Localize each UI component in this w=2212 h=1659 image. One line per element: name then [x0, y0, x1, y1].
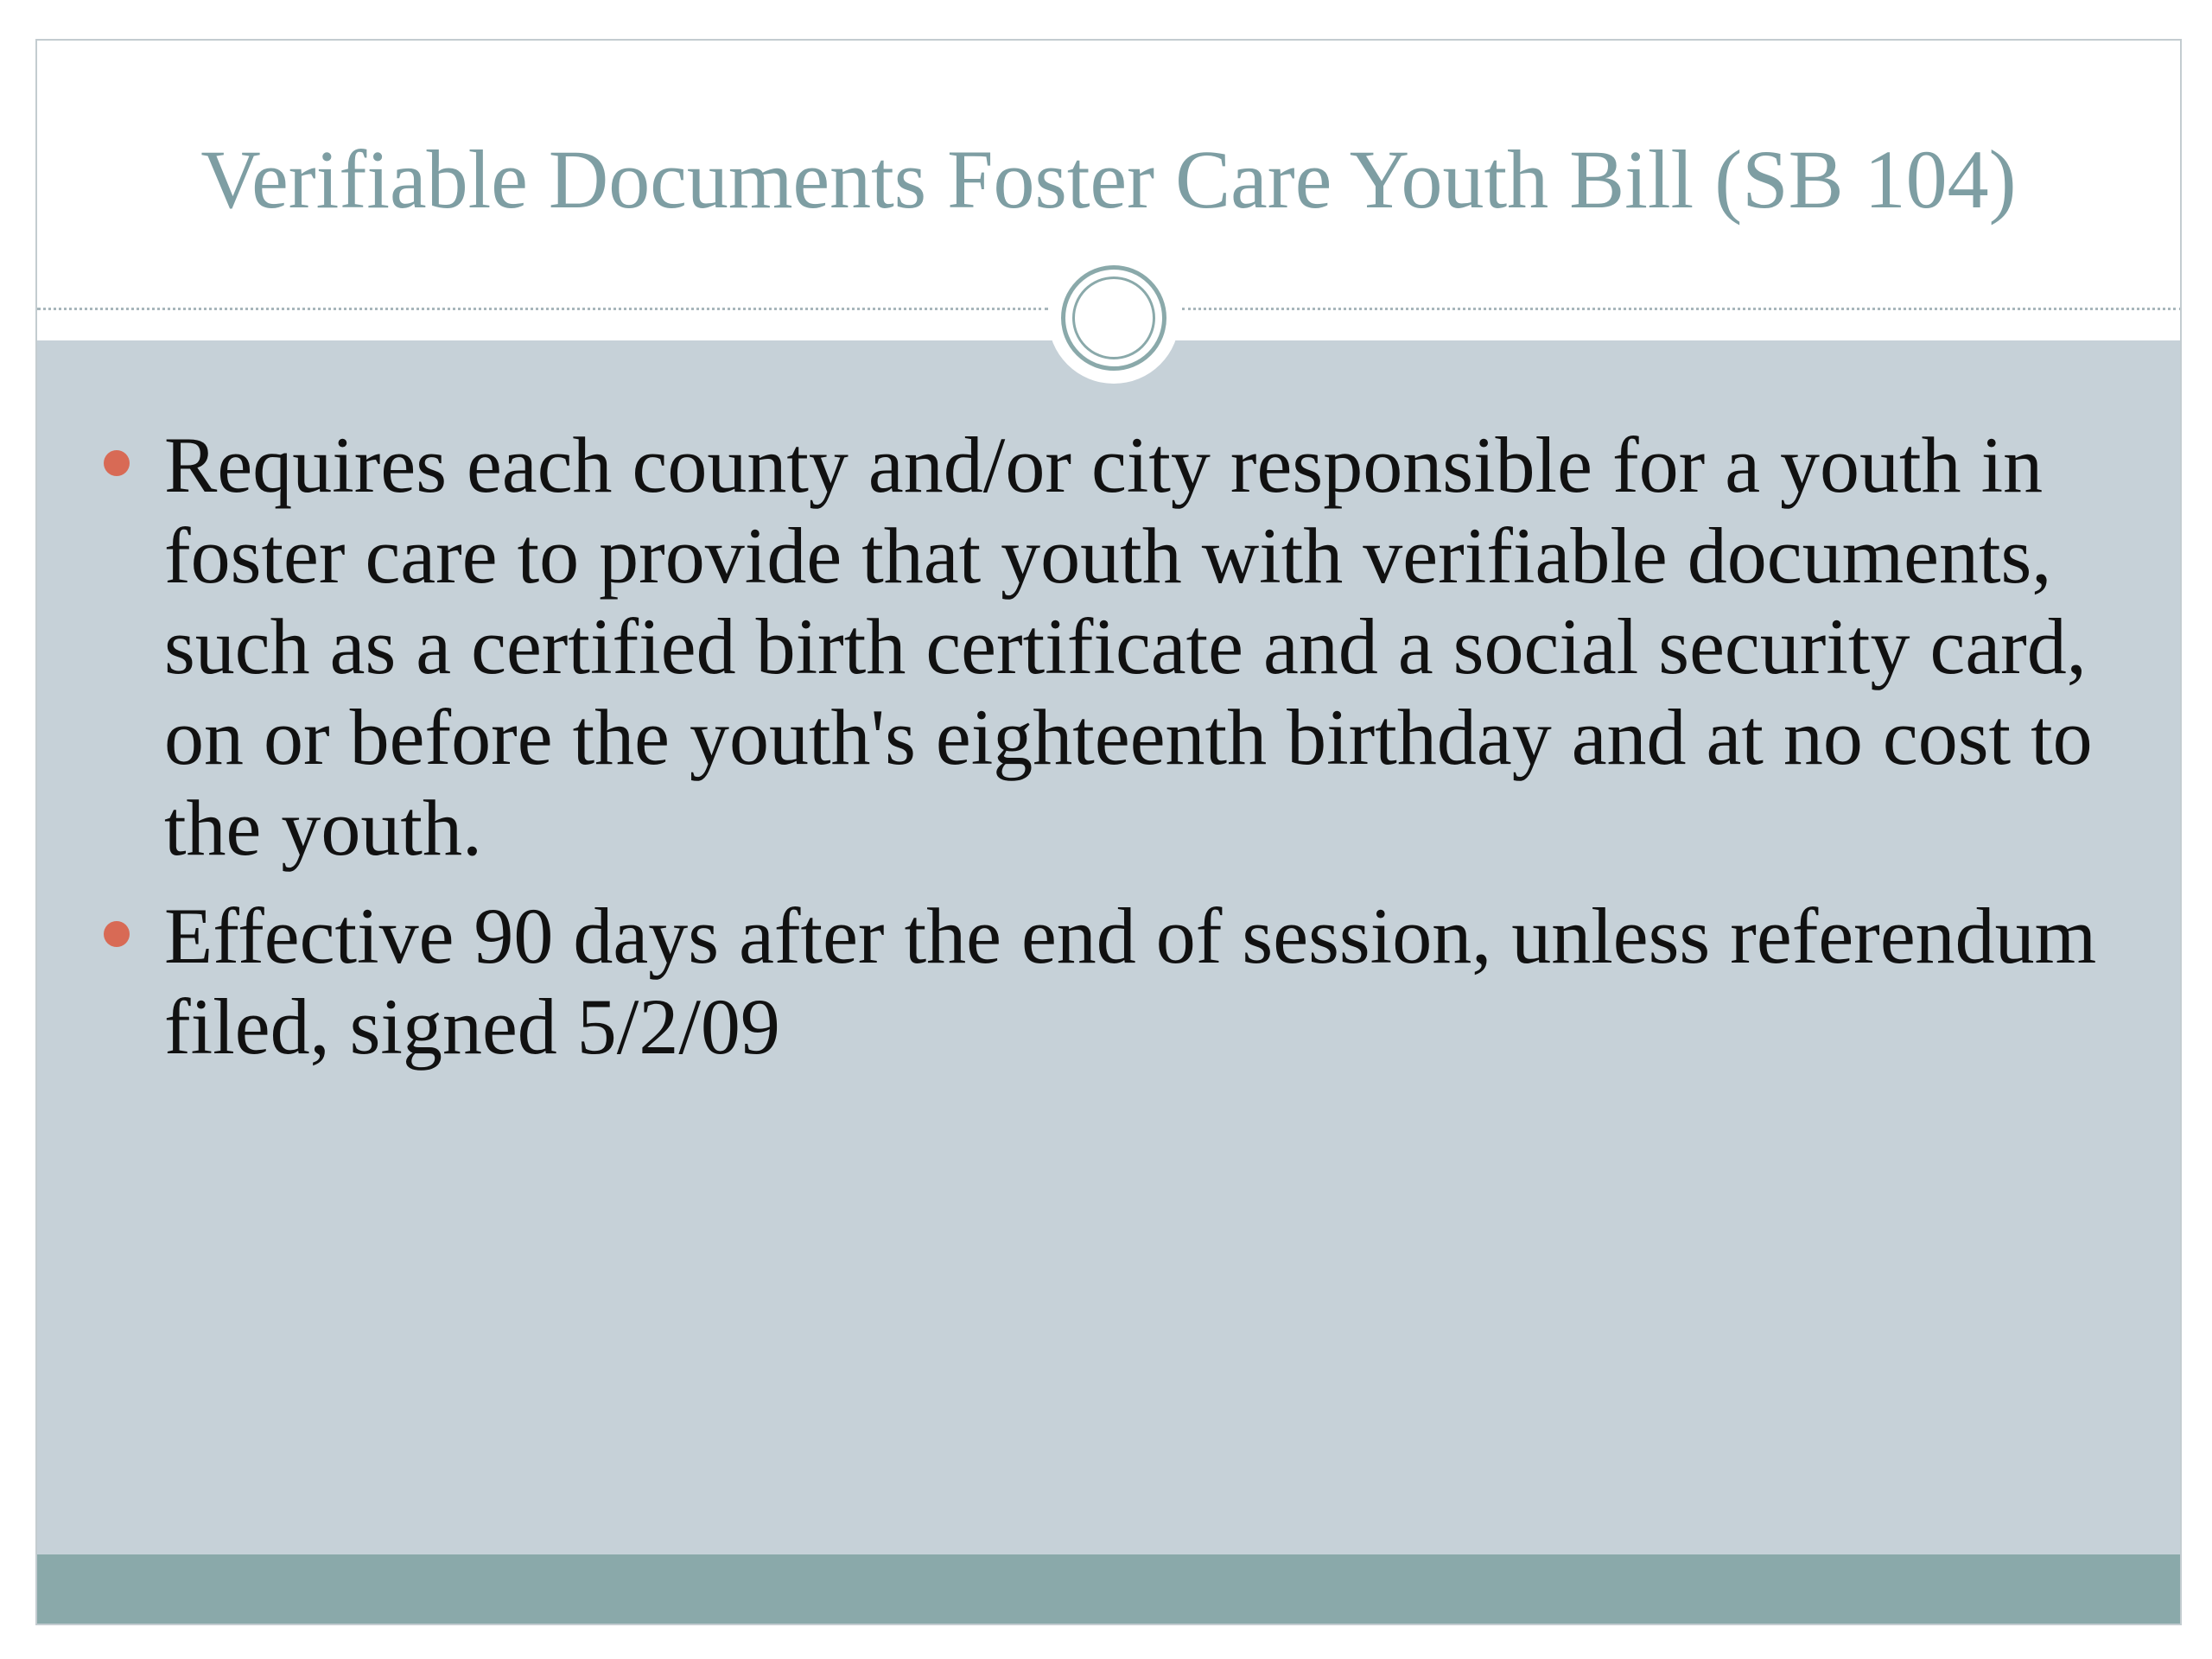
double-circle-icon	[1048, 252, 1179, 384]
bullet-item	[164, 891, 2143, 1072]
bullet-text: Effective 90 days after the end of session, unless referendum filed, signed 5/2/09	[164, 892, 2097, 1071]
circle-inner-ring	[1072, 276, 1155, 359]
slide-title: Verifiable Documents Foster Care Youth Bill (SB 104)	[200, 133, 2017, 226]
circle-outer-ring	[1061, 265, 1166, 371]
bullet-item	[164, 420, 2143, 874]
bullet-dot-icon	[104, 450, 130, 476]
title-divider-left	[37, 308, 1048, 310]
bullet-dot-icon	[104, 921, 130, 947]
content-area	[37, 340, 2180, 1559]
footer-band	[37, 1554, 2180, 1625]
slide	[35, 39, 2182, 1625]
bullet-text: Requires each county and/or city responsible for a youth in foster care to provide that youth with verifiable documents, such as a certified birth certificate and a social security card, on or before the youth's eighteenth birthday and at no cost to the youth.	[164, 421, 2093, 872]
title-divider-right	[1182, 308, 2182, 310]
